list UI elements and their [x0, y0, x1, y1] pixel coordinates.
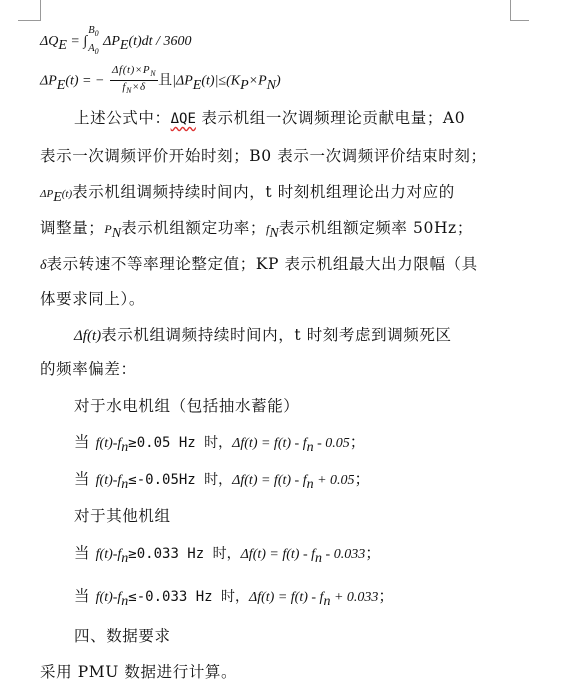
margin-corner-mark-right: [510, 0, 529, 21]
formula-subscript: N: [126, 86, 132, 96]
formula-text: ΔP: [99, 34, 120, 50]
formula-fraction: [110, 64, 158, 97]
formula-integral: = ∫: [66, 34, 88, 50]
condition-threshold: ≤-0.033 Hz 时，: [128, 589, 250, 605]
fraction-denominator-rest: ×δ: [132, 81, 146, 94]
body-text: 调整量；: [40, 219, 105, 237]
paragraph-line: 体要求同上）。: [40, 290, 145, 308]
body-text: 表示机组调频持续时间内，t 时刻机组理论出力对应的: [72, 183, 455, 201]
formula-text: (t) = −: [65, 73, 105, 89]
formula-subscript: n: [121, 440, 129, 456]
condition-threshold: ≤-0.05Hz 时，: [128, 472, 233, 488]
formula-subscript: P: [240, 77, 249, 93]
formula-conjunction: 且: [158, 72, 173, 89]
paragraph-line: 的频率偏差：: [40, 360, 137, 378]
body-text: 当: [74, 433, 96, 451]
formula-subscript: n: [306, 477, 314, 493]
fraction-numerator: Δf(t)×P: [111, 64, 151, 76]
math-expression: + 0.033: [330, 590, 379, 605]
body-text: ；: [349, 433, 366, 451]
formula-text: ΔQ: [40, 34, 59, 50]
fraction-denominator: f: [122, 81, 127, 94]
body-text: 表示机组调频持续时间内，t 时刻考虑到调频死区: [101, 326, 452, 344]
body-text: 表示机组额定频率 50Hz；: [278, 219, 473, 237]
math-expression: Δf(t) = f(t) - f: [240, 547, 316, 562]
formula-subscript: n: [306, 440, 314, 456]
formula-subscript: E: [192, 77, 202, 93]
integral-upper-limit: B: [88, 25, 95, 36]
body-text: 表示机组一次调频理论贡献电量；A0: [195, 109, 466, 127]
formula-subscript: E: [119, 38, 129, 54]
paragraph-line: [40, 182, 455, 208]
formula-delta-pe: [40, 64, 281, 97]
body-text: ；: [378, 587, 395, 605]
formula-subscript: E: [53, 190, 62, 206]
formula-subscript: N: [266, 77, 277, 93]
body-text: 表示转速不等率理论整定值；KP 表示机组最大出力限幅（具: [46, 255, 478, 273]
body-text: 当: [74, 470, 96, 488]
math-expression: Δf(t) = f(t) - f: [232, 473, 307, 488]
other-condition-1: [74, 543, 381, 569]
other-heading: 对于其他机组: [74, 507, 171, 525]
math-symbol: δ: [40, 258, 47, 273]
formula-subscript: E: [56, 77, 66, 93]
spellcheck-flagged-text: ΔQE: [170, 111, 196, 127]
paragraph-line: [74, 325, 452, 346]
hydro-heading: 对于水电机组（包括抽水蓄能）: [74, 397, 300, 415]
formula-subscript: N: [269, 226, 279, 242]
paragraph-line: [74, 108, 465, 129]
formula-subscript: N: [150, 69, 157, 79]
math-expression: - 0.05: [313, 436, 350, 451]
formula-subscript: N: [111, 226, 122, 242]
other-condition-2: [74, 586, 395, 612]
hydro-condition-1: [74, 432, 366, 458]
math-symbol: ΔP: [40, 188, 54, 200]
integral-lower-limit: A: [88, 43, 95, 55]
math-expression: f(t)-f: [95, 590, 122, 605]
paragraph-line: [40, 254, 478, 276]
math-symbol: f: [266, 222, 270, 236]
formula-subscript: n: [121, 477, 129, 493]
math-expression: f(t)-f: [95, 547, 122, 562]
formula-text: (t)dt / 3600: [128, 34, 192, 50]
math-expression: + 0.05: [313, 473, 355, 488]
body-text: 当: [74, 587, 96, 605]
body-text: 表示机组额定功率；: [121, 219, 266, 237]
formula-text: ×P: [248, 73, 267, 89]
formula-text: ): [276, 73, 281, 89]
formula-text: |ΔP: [172, 73, 193, 89]
formula-subscript: n: [121, 551, 129, 567]
formula-subscript: n: [121, 594, 129, 610]
math-expression: Δf(t) = f(t) - f: [249, 590, 324, 605]
body-text: 上述公式中：: [74, 109, 171, 127]
formula-subscript: E: [58, 38, 67, 54]
formula-subscript: n: [323, 594, 331, 610]
paragraph-line: [40, 218, 473, 244]
math-symbol: Δf(t): [74, 328, 102, 344]
hydro-condition-2: [74, 469, 371, 495]
paragraph-line: 表示一次调频评价开始时刻；B0 表示一次调频评价结束时刻；: [40, 147, 487, 165]
formula-text: ΔP: [40, 73, 57, 89]
section-body: 采用 PMU 数据进行计算。: [40, 663, 238, 681]
formula-subscript: 0: [94, 47, 99, 57]
formula-text: (t)|≤(K: [201, 73, 241, 89]
formula-subscript: n: [315, 551, 323, 567]
math-expression: f(t)-f: [95, 473, 122, 488]
body-text: ；: [365, 544, 382, 562]
condition-threshold: ≥0.05 Hz 时，: [128, 435, 233, 451]
body-text: ；: [354, 470, 371, 488]
math-symbol: P: [104, 222, 112, 236]
formula-delta-qe: [40, 26, 191, 56]
math-expression: Δf(t) = f(t) - f: [232, 436, 307, 451]
margin-corner-mark-left: [18, 0, 41, 21]
math-expression: - 0.033: [322, 547, 366, 562]
math-symbol: (t): [61, 188, 73, 200]
body-text: 当: [74, 544, 96, 562]
condition-threshold: ≥0.033 Hz 时，: [128, 546, 241, 562]
section-heading: 四、数据要求: [74, 627, 171, 645]
formula-subscript: 0: [94, 29, 99, 39]
math-expression: f(t)-f: [95, 436, 122, 451]
